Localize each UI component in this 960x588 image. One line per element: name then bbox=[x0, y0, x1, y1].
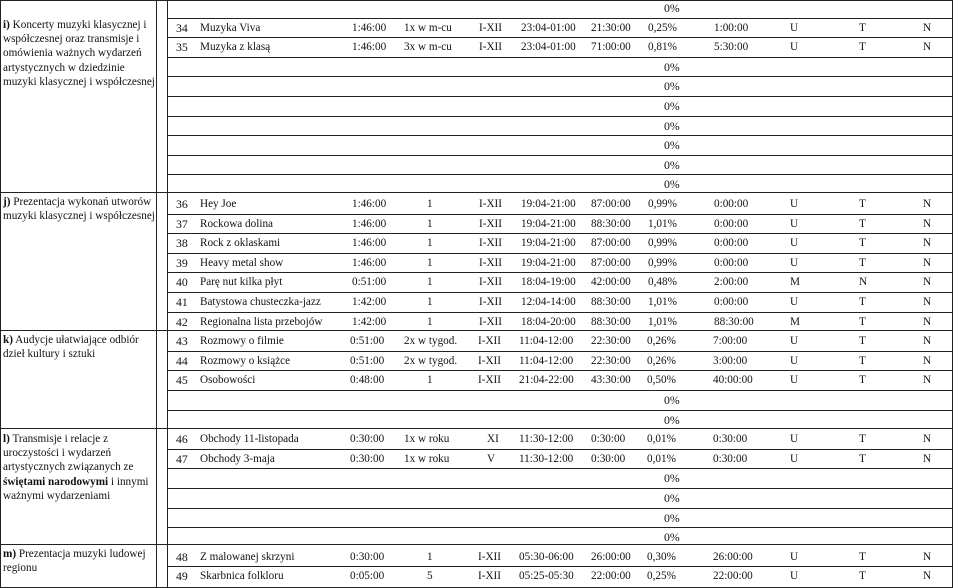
program-title: Muzyka z klasą bbox=[200, 41, 271, 53]
category-text: Prezentacja wykonań utworów muzyki klasycznej i współczesnej bbox=[3, 196, 155, 223]
row-separator bbox=[167, 410, 952, 411]
percent-cell: 0% bbox=[664, 60, 680, 74]
row-number: 47 bbox=[176, 452, 188, 466]
flag-t-cell: T bbox=[859, 257, 866, 269]
duration-cell: 0:30:00 bbox=[350, 551, 385, 563]
percent-cell: 0% bbox=[664, 119, 680, 133]
row-number: 34 bbox=[176, 21, 188, 35]
flag-n-cell: N bbox=[923, 22, 932, 34]
type-code-cell: U bbox=[790, 570, 799, 582]
program-title: Z malowanej skrzyni bbox=[200, 551, 295, 563]
hours-cell: 3:00:00 bbox=[713, 355, 748, 367]
program-title: Parę nut kilka płyt bbox=[200, 276, 283, 288]
row-separator bbox=[167, 312, 952, 313]
row-separator bbox=[167, 253, 952, 254]
hours-cell: 2:00:00 bbox=[714, 276, 749, 288]
category-m bbox=[3, 547, 155, 575]
duration-cell: 0:30:00 bbox=[350, 453, 385, 465]
category-i bbox=[3, 18, 155, 89]
category-l bbox=[3, 432, 155, 503]
months-cell: I-XII bbox=[479, 22, 502, 34]
frequency-cell: 1 bbox=[427, 276, 433, 288]
flag-t-cell: T bbox=[859, 355, 866, 367]
row-number: 41 bbox=[176, 295, 188, 309]
frequency-cell: 1 bbox=[427, 296, 433, 308]
row-separator bbox=[167, 390, 952, 391]
number-column-border bbox=[167, 0, 168, 588]
percent-cell: 0% bbox=[664, 471, 680, 485]
category-text: Audycje ułatwiające odbiór dzieł kultury i sztuki bbox=[3, 334, 139, 361]
hours-cell: 22:00:00 bbox=[713, 570, 753, 582]
share-cell: 0,99% bbox=[648, 198, 677, 210]
frequency-cell: 2x w tygod. bbox=[404, 335, 458, 347]
program-title: Regionalna lista przebojów bbox=[200, 316, 323, 328]
frequency-cell: 1 bbox=[427, 257, 433, 269]
total-time-cell: 42:00:00 bbox=[591, 276, 631, 288]
months-cell: I-XII bbox=[479, 198, 502, 210]
program-title: Rozmowy o filmie bbox=[200, 335, 284, 347]
flag-t-cell: T bbox=[859, 22, 866, 34]
hours-cell: 88:30:00 bbox=[714, 316, 754, 328]
category-separator bbox=[0, 428, 952, 429]
months-cell: I-XII bbox=[479, 257, 502, 269]
months-cell: I-XII bbox=[478, 570, 501, 582]
total-time-cell: 87:00:00 bbox=[591, 198, 631, 210]
category-text: Koncerty muzyki klasycznej i współczesnej oraz transmisje i omówienia ważnych wydarzeń artystycznych w dziedzinie muzyki klasycznej i współczesnej bbox=[3, 19, 155, 88]
time-slot-cell: 23:04-01:00 bbox=[521, 22, 576, 34]
months-cell: I-XII bbox=[478, 355, 501, 367]
total-time-cell: 87:00:00 bbox=[591, 237, 631, 249]
flag-n-cell: N bbox=[923, 551, 932, 563]
time-slot-cell: 11:30-12:00 bbox=[519, 453, 574, 465]
duration-cell: 1:42:00 bbox=[352, 316, 387, 328]
total-time-cell: 22:30:00 bbox=[591, 355, 631, 367]
type-code-cell: U bbox=[790, 198, 799, 210]
total-time-cell: 43:30:00 bbox=[591, 374, 631, 386]
hours-cell: 0:00:00 bbox=[714, 198, 749, 210]
hours-cell: 26:00:00 bbox=[713, 551, 753, 563]
percent-cell: 0% bbox=[664, 138, 680, 152]
duration-cell: 1:46:00 bbox=[352, 218, 387, 230]
frequency-cell: 1x w roku bbox=[404, 453, 450, 465]
months-cell: I-XII bbox=[479, 296, 502, 308]
time-slot-cell: 11:04-12:00 bbox=[519, 355, 574, 367]
category-j bbox=[3, 195, 155, 223]
percent-cell: 0% bbox=[664, 491, 680, 505]
flag-n-cell: N bbox=[923, 374, 932, 386]
time-slot-cell: 11:30-12:00 bbox=[519, 433, 574, 445]
time-slot-cell: 19:04-21:00 bbox=[521, 198, 576, 210]
flag-n-cell: N bbox=[923, 570, 932, 582]
row-number: 43 bbox=[176, 334, 188, 348]
row-separator bbox=[167, 135, 952, 136]
type-code-cell: U bbox=[790, 453, 799, 465]
category-k bbox=[3, 333, 155, 361]
months-cell: I-XII bbox=[479, 218, 502, 230]
program-title: Obchody 11-listopada bbox=[200, 433, 299, 445]
share-cell: 1,01% bbox=[648, 218, 677, 230]
flag-t-cell: T bbox=[859, 41, 866, 53]
total-time-cell: 88:30:00 bbox=[591, 316, 631, 328]
share-cell: 0,25% bbox=[647, 570, 676, 582]
row-number: 39 bbox=[176, 256, 188, 270]
category-text: Prezentacja muzyki ludowej regionu bbox=[3, 548, 146, 575]
time-slot-cell: 11:04-12:00 bbox=[519, 335, 574, 347]
category-text: i innymi ważnymi wydarzeniami bbox=[3, 475, 149, 502]
row-separator bbox=[167, 76, 952, 77]
category-separator bbox=[0, 192, 952, 193]
total-time-cell: 0:30:00 bbox=[591, 433, 626, 445]
time-slot-cell: 12:04-14:00 bbox=[521, 296, 576, 308]
category-column-border bbox=[156, 0, 157, 588]
program-title: Skarbnica folkloru bbox=[200, 570, 284, 582]
row-number: 37 bbox=[176, 217, 188, 231]
type-code-cell: U bbox=[790, 22, 799, 34]
duration-cell: 0:05:00 bbox=[350, 570, 385, 582]
flag-n-cell: N bbox=[923, 433, 932, 445]
row-separator bbox=[167, 233, 952, 234]
flag-t-cell: T bbox=[859, 316, 866, 328]
row-separator bbox=[167, 37, 952, 38]
program-title: Heavy metal show bbox=[200, 257, 284, 269]
hours-cell: 0:00:00 bbox=[714, 237, 749, 249]
flag-n-cell: N bbox=[923, 335, 932, 347]
row-separator bbox=[167, 116, 952, 117]
row-number: 42 bbox=[176, 315, 188, 329]
flag-n-cell: N bbox=[923, 218, 932, 230]
program-title: Hey Joe bbox=[200, 198, 237, 210]
type-code-cell: U bbox=[790, 296, 799, 308]
flag-t-cell: T bbox=[859, 237, 866, 249]
row-number: 38 bbox=[176, 236, 188, 250]
type-code-cell: U bbox=[790, 237, 799, 249]
flag-t-cell: T bbox=[859, 433, 866, 445]
time-slot-cell: 19:04-21:00 bbox=[521, 257, 576, 269]
months-cell: XI bbox=[487, 433, 499, 445]
months-cell: I-XII bbox=[479, 276, 502, 288]
months-cell: I-XII bbox=[478, 551, 501, 563]
flag-t-cell: T bbox=[859, 570, 866, 582]
hours-cell: 5:30:00 bbox=[714, 41, 749, 53]
percent-cell: 0% bbox=[664, 158, 680, 172]
months-cell: I-XII bbox=[479, 316, 502, 328]
duration-cell: 1:46:00 bbox=[352, 198, 387, 210]
duration-cell: 0:30:00 bbox=[350, 433, 385, 445]
frequency-cell: 1x w m-cu bbox=[404, 22, 452, 34]
row-separator bbox=[167, 468, 952, 469]
hours-cell: 40:00:00 bbox=[713, 374, 753, 386]
share-cell: 0,99% bbox=[648, 257, 677, 269]
row-number: 44 bbox=[176, 354, 188, 368]
row-number: 35 bbox=[176, 40, 188, 54]
hours-cell: 0:00:00 bbox=[714, 218, 749, 230]
type-code-cell: U bbox=[790, 355, 799, 367]
row-number: 46 bbox=[176, 432, 188, 446]
share-cell: 0,50% bbox=[647, 374, 676, 386]
program-title: Osobowości bbox=[200, 374, 256, 386]
row-separator bbox=[167, 566, 952, 567]
type-code-cell: U bbox=[790, 335, 799, 347]
hours-cell: 1:00:00 bbox=[714, 22, 749, 34]
duration-cell: 1:46:00 bbox=[352, 41, 387, 53]
time-slot-cell: 21:04-22:00 bbox=[519, 374, 574, 386]
duration-cell: 1:42:00 bbox=[352, 296, 387, 308]
row-separator bbox=[167, 351, 952, 352]
share-cell: 0,01% bbox=[647, 453, 676, 465]
type-code-cell: U bbox=[790, 218, 799, 230]
type-code-cell: U bbox=[790, 374, 799, 386]
percent-cell: 0% bbox=[664, 530, 680, 544]
frequency-cell: 1 bbox=[427, 218, 433, 230]
row-number: 48 bbox=[176, 550, 188, 564]
row-separator bbox=[167, 174, 952, 175]
total-time-cell: 88:30:00 bbox=[591, 296, 631, 308]
share-cell: 0,81% bbox=[648, 41, 677, 53]
hours-cell: 7:00:00 bbox=[713, 335, 748, 347]
flag-t-cell: T bbox=[859, 453, 866, 465]
category-letter: m) bbox=[3, 548, 17, 560]
row-separator bbox=[167, 18, 952, 19]
percent-cell: 0% bbox=[664, 99, 680, 113]
percent-cell: 0% bbox=[664, 511, 680, 525]
category-separator bbox=[0, 0, 952, 1]
share-cell: 0,48% bbox=[648, 276, 677, 288]
total-time-cell: 87:00:00 bbox=[591, 257, 631, 269]
frequency-cell: 1 bbox=[427, 237, 433, 249]
row-separator bbox=[167, 508, 952, 509]
months-cell: I-XII bbox=[479, 41, 502, 53]
row-separator bbox=[167, 214, 952, 215]
frequency-cell: 2x w tygod. bbox=[404, 355, 458, 367]
time-slot-cell: 18:04-19:00 bbox=[521, 276, 576, 288]
flag-t-cell: T bbox=[859, 198, 866, 210]
total-time-cell: 22:30:00 bbox=[591, 335, 631, 347]
flag-n-cell: N bbox=[923, 453, 932, 465]
duration-cell: 1:46:00 bbox=[352, 237, 387, 249]
row-number: 36 bbox=[176, 197, 188, 211]
program-title: Rock z oklaskami bbox=[200, 237, 281, 249]
frequency-cell: 1 bbox=[427, 551, 433, 563]
flag-n-cell: N bbox=[923, 237, 932, 249]
total-time-cell: 22:00:00 bbox=[591, 570, 631, 582]
program-title: Rockowa dolina bbox=[200, 218, 274, 230]
months-cell: I-XII bbox=[479, 237, 502, 249]
row-separator bbox=[167, 488, 952, 489]
time-slot-cell: 05:25-05:30 bbox=[519, 570, 574, 582]
percent-cell: 0% bbox=[664, 79, 680, 93]
flag-n-cell: N bbox=[923, 198, 932, 210]
percent-cell: 0% bbox=[664, 177, 680, 191]
type-code-cell: U bbox=[790, 41, 799, 53]
share-cell: 1,01% bbox=[648, 296, 677, 308]
type-code-cell: M bbox=[790, 276, 800, 288]
program-title: Rozmowy o książce bbox=[200, 355, 291, 367]
time-slot-cell: 19:04-21:00 bbox=[521, 237, 576, 249]
share-cell: 0,99% bbox=[648, 237, 677, 249]
share-cell: 0,26% bbox=[647, 335, 676, 347]
flag-n-cell: N bbox=[923, 257, 932, 269]
program-title: Muzyka Viva bbox=[200, 22, 261, 34]
flag-t-cell: T bbox=[859, 296, 866, 308]
category-letter: l) bbox=[3, 433, 10, 445]
flag-t-cell: T bbox=[859, 374, 866, 386]
total-time-cell: 26:00:00 bbox=[591, 551, 631, 563]
share-cell: 0,01% bbox=[647, 433, 676, 445]
row-separator bbox=[167, 96, 952, 97]
time-slot-cell: 19:04-21:00 bbox=[521, 218, 576, 230]
duration-cell: 1:46:00 bbox=[352, 257, 387, 269]
time-slot-cell: 18:04-20:00 bbox=[521, 316, 576, 328]
table-left-border bbox=[0, 0, 1, 588]
share-cell: 0,26% bbox=[647, 355, 676, 367]
share-cell: 1,01% bbox=[648, 316, 677, 328]
hours-cell: 0:30:00 bbox=[713, 433, 748, 445]
hours-cell: 0:30:00 bbox=[713, 453, 748, 465]
share-cell: 0,25% bbox=[648, 22, 677, 34]
frequency-cell: 1 bbox=[427, 198, 433, 210]
duration-cell: 1:46:00 bbox=[352, 22, 387, 34]
frequency-cell: 1 bbox=[427, 374, 433, 386]
row-separator bbox=[167, 449, 952, 450]
flag-t-cell: T bbox=[859, 218, 866, 230]
months-cell: V bbox=[487, 453, 496, 465]
flag-t-cell: N bbox=[859, 276, 868, 288]
hours-cell: 0:00:00 bbox=[714, 296, 749, 308]
type-code-cell: U bbox=[790, 433, 799, 445]
percent-cell: 0% bbox=[664, 413, 680, 427]
frequency-cell: 1 bbox=[427, 316, 433, 328]
category-letter: k) bbox=[3, 334, 13, 346]
total-time-cell: 0:30:00 bbox=[591, 453, 626, 465]
duration-cell: 0:51:00 bbox=[352, 276, 387, 288]
percent-cell: 0% bbox=[664, 393, 680, 407]
flag-t-cell: T bbox=[859, 335, 866, 347]
percent-cell: 0% bbox=[664, 1, 680, 15]
time-slot-cell: 23:04-01:00 bbox=[521, 41, 576, 53]
share-cell: 0,30% bbox=[647, 551, 676, 563]
frequency-cell: 1x w roku bbox=[404, 433, 450, 445]
row-number: 40 bbox=[176, 275, 188, 289]
total-time-cell: 88:30:00 bbox=[591, 218, 631, 230]
category-letter: j) bbox=[3, 196, 11, 208]
duration-cell: 0:51:00 bbox=[350, 355, 385, 367]
type-code-cell: U bbox=[790, 257, 799, 269]
duration-cell: 0:48:00 bbox=[350, 374, 385, 386]
program-title: Obchody 3-maja bbox=[200, 453, 275, 465]
category-separator bbox=[0, 330, 952, 331]
total-time-cell: 71:00:00 bbox=[591, 41, 631, 53]
row-separator bbox=[167, 272, 952, 273]
total-time-cell: 21:30:00 bbox=[591, 22, 631, 34]
category-text-bold: świętami narodowymi bbox=[3, 475, 109, 488]
hours-cell: 0:00:00 bbox=[714, 257, 749, 269]
time-slot-cell: 05:30-06:00 bbox=[519, 551, 574, 563]
row-separator bbox=[167, 292, 952, 293]
flag-t-cell: T bbox=[859, 551, 866, 563]
type-code-cell: U bbox=[790, 551, 799, 563]
table-right-border bbox=[952, 0, 953, 588]
row-separator bbox=[167, 527, 952, 528]
row-separator bbox=[167, 370, 952, 371]
flag-n-cell: N bbox=[923, 316, 932, 328]
category-text: Transmisje i relacje z uroczystości i wydarzeń artystycznych związanych ze bbox=[3, 433, 134, 474]
flag-n-cell: N bbox=[923, 41, 932, 53]
type-code-cell: M bbox=[790, 316, 800, 328]
row-number: 45 bbox=[176, 373, 188, 387]
duration-cell: 0:51:00 bbox=[350, 335, 385, 347]
category-letter: i) bbox=[3, 19, 10, 31]
frequency-cell: 5 bbox=[427, 570, 433, 582]
row-number: 49 bbox=[176, 569, 188, 583]
months-cell: I-XII bbox=[478, 374, 501, 386]
category-separator bbox=[0, 544, 952, 545]
row-separator bbox=[167, 57, 952, 58]
months-cell: I-XII bbox=[478, 335, 501, 347]
flag-n-cell: N bbox=[923, 276, 932, 288]
frequency-cell: 3x w m-cu bbox=[404, 41, 452, 53]
row-separator bbox=[167, 155, 952, 156]
flag-n-cell: N bbox=[923, 355, 932, 367]
flag-n-cell: N bbox=[923, 296, 932, 308]
program-title: Batystowa chusteczka-jazz bbox=[200, 296, 321, 308]
